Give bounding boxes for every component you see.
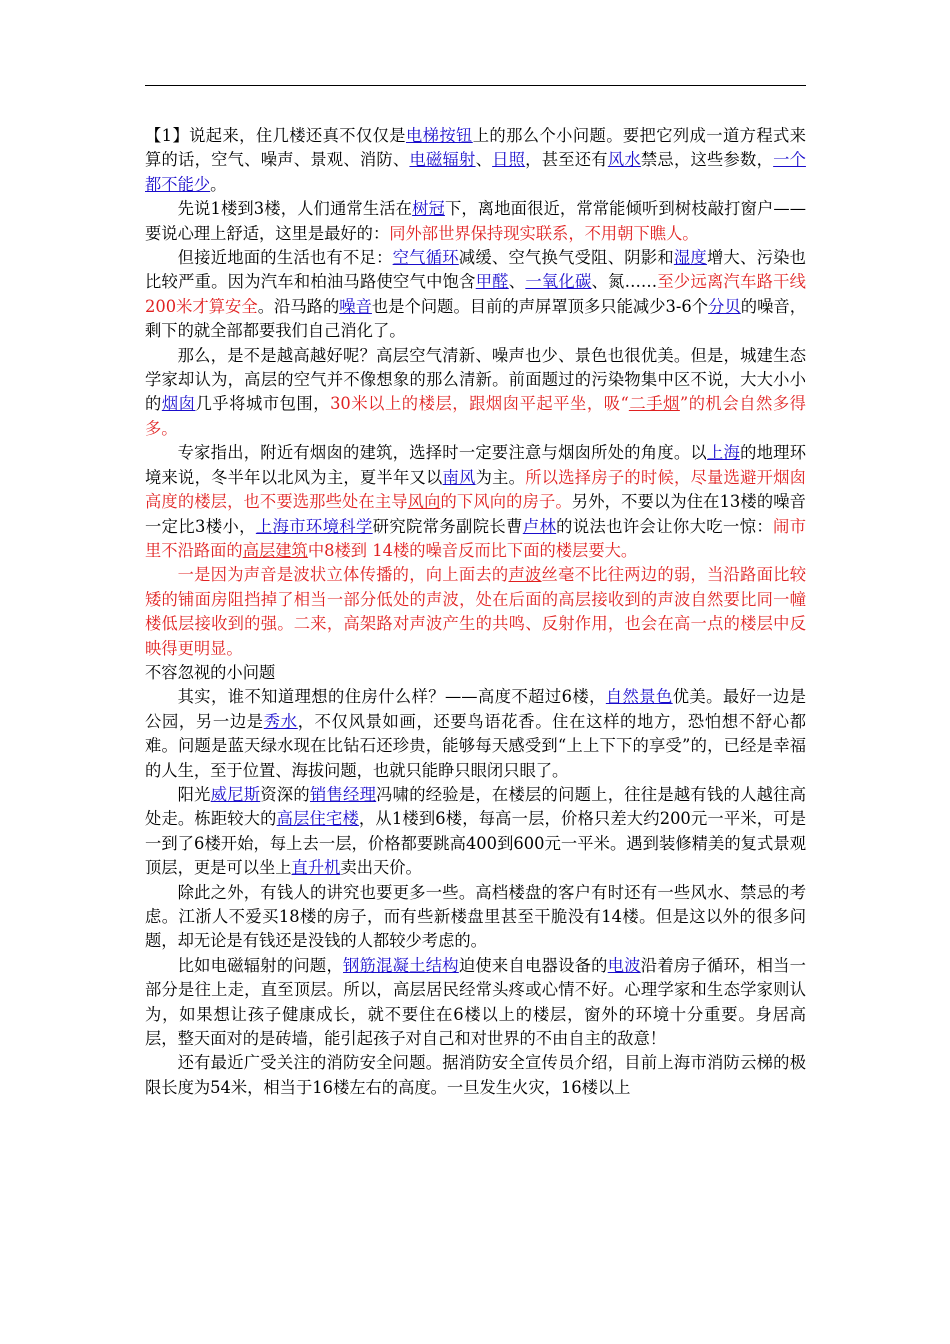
text-run: 先说1楼到3楼，人们通常生活在: [177, 199, 413, 219]
highlighted-text: 30米以上的楼层，跟烟囱平起平坐，吸“: [330, 394, 629, 414]
text-run: 另外，不要以为住在13楼的噪音一定比3楼小，: [145, 492, 806, 536]
text-run: 研究院常务副院长曹: [372, 516, 523, 536]
paragraph: [145, 246, 806, 344]
text-link[interactable]: 威尼斯: [210, 784, 261, 804]
text-link[interactable]: 空气循环: [392, 248, 459, 268]
highlighted-text: 闹市里不沿路面的: [145, 516, 806, 560]
text-run: 的说法也许会让你大吃一惊：: [556, 516, 774, 536]
text-link[interactable]: 高层建筑: [242, 540, 308, 560]
text-link[interactable]: 高层住宅楼: [276, 809, 359, 829]
text-run: 。沿马路的: [257, 296, 340, 316]
text-run: 不容忽视的小问题: [145, 662, 276, 682]
text-link[interactable]: 卢林: [522, 516, 557, 536]
highlighted-text: 中8楼到 14楼的噪音反而比下面的楼层要大。: [307, 540, 638, 560]
text-run: 也是个问题。目前的声屏罩顶多只能减少3-6个: [371, 296, 709, 316]
highlighted-text: 一是因为声音是波状立体传播的，向上面去的: [177, 565, 509, 585]
paragraph: [145, 685, 806, 783]
paragraph: [145, 783, 806, 881]
paragraph: [145, 344, 806, 442]
text-link[interactable]: 分贝: [708, 296, 741, 316]
text-run: 、: [475, 150, 493, 170]
text-link[interactable]: 日照: [492, 150, 526, 170]
text-run: 、: [508, 272, 526, 292]
paragraph: [145, 563, 806, 661]
text-run: 其实，谁不知道理想的住房什么样？——高度不超过6楼，: [177, 687, 606, 707]
text-run: 除此之外，有钱人的讲究也要更多一些。高档楼盘的客户有时还有一些风水、禁忌的考虑。江浙人不爱买18楼的房子，而有些新楼盘里甚至干脆没有14楼。但是这以外的很多问题，却无论是有钱还是没钱的人都较少考虑的。: [145, 882, 806, 951]
text-run: 。: [210, 174, 227, 194]
text-link[interactable]: 一个都不能少: [145, 150, 806, 194]
text-link[interactable]: 电磁辐射: [409, 150, 476, 170]
text-link[interactable]: 钢筋混凝土结构: [343, 955, 459, 975]
text-link[interactable]: 甲醛: [475, 272, 509, 292]
text-run: 为主。: [475, 467, 526, 487]
highlighted-text: ”的机会自然多得多。: [145, 394, 806, 438]
text-run: 的地理环境来说，冬半年以北风为主，夏半年又以: [145, 443, 806, 487]
text-link[interactable]: 风向: [407, 492, 441, 512]
text-run: 沿着房子循环，相当一部分是往上走，直至顶层。所以，高层居民经常头疼或心情不好。心理学家和生态学家则认为，如果想让孩子健康成长，就不要住在6楼以上的楼层，窗外的环境十分重要。身居高层，整天面对的是砖墙，能引起孩子对自己和对世界的不由自主的敌意！: [145, 955, 806, 1049]
text-run: 的噪音，剩下的就全部都要我们自己消化了。: [145, 296, 806, 341]
text-link[interactable]: 直升机: [291, 858, 341, 878]
text-run: 、氮……: [591, 272, 658, 292]
text-run: 专家指出，附近有烟囱的建筑，选择时一定要注意与烟囱所处的角度。以: [177, 443, 707, 463]
text-run: 那么，是不是越高越好呢？高层空气清新、噪声也少、景色也很优美。但是，城建生态学家却认为，高层的空气并不像想象的那么清新。前面题过的污染物集中区不说，大大小小的: [145, 345, 806, 414]
text-link[interactable]: 烟囱: [161, 394, 196, 414]
text-link[interactable]: 上海市环境科学: [255, 516, 373, 536]
text-link[interactable]: 南风: [442, 467, 476, 487]
text-run: ，甚至还有: [525, 150, 608, 170]
text-run: 迫使来自电器设备的: [458, 955, 608, 975]
text-run: 阳光: [177, 784, 211, 804]
text-run: 增大、污染也比较严重。因为汽车和柏油马路使空气中饱含: [145, 248, 806, 292]
text-run: 上的那么个小问题。要把它列成一道方程式来算的话，空气、噪声、景观、消防、: [145, 126, 806, 170]
text-link[interactable]: 湿度: [673, 248, 707, 268]
paragraph: [145, 441, 806, 563]
text-run: 【1】说起来，住几楼还真不仅仅是: [145, 126, 406, 145]
text-link[interactable]: 自然景色: [605, 687, 673, 707]
text-link[interactable]: 销售经理: [309, 784, 377, 804]
highlighted-text: 同外部世界保持现实联系，不用朝下瞧人。: [389, 223, 699, 243]
paragraph: [145, 124, 806, 197]
text-run: 下，离地面很近，常常能倾听到树枝敲打窗户——要说心理上舒适，这里是最好的：: [145, 199, 806, 243]
text-link[interactable]: 上海: [706, 443, 741, 463]
paragraph: [145, 197, 806, 246]
highlighted-text: 至少远离汽车路干线200米才算安全: [145, 272, 806, 316]
text-link[interactable]: 二手烟: [628, 394, 680, 414]
text-link[interactable]: 声波: [508, 565, 542, 585]
header-rule: [145, 85, 806, 86]
paragraph: [145, 1051, 806, 1100]
highlighted-text: 所以选择房子的时候，尽量选避开烟囱高度的楼层，也不要选那些处在主导: [145, 467, 806, 512]
document-body: [145, 124, 806, 1100]
paragraph: [145, 881, 806, 954]
paragraph: [145, 661, 806, 685]
text-run: 还有最近广受关注的消防安全问题。据消防安全宣传员介绍，目前上海市消防云梯的极限长度为54米，相当于16楼左右的高度。一旦发生火灾，16楼以上: [145, 1053, 806, 1097]
text-run: 几乎将城市包围，: [195, 394, 331, 414]
paragraph: [145, 954, 806, 1052]
text-link[interactable]: 树冠: [412, 199, 445, 219]
text-run: 卖出天价。: [340, 858, 422, 878]
text-run: 但接近地面的生活也有不足：: [177, 248, 393, 268]
text-run: 减缓、空气换气受阻、阴影和: [458, 248, 674, 268]
text-link[interactable]: 噪音: [339, 296, 372, 316]
highlighted-text: 的下风向的房子。: [440, 492, 572, 512]
text-link[interactable]: 电梯按钮: [406, 126, 473, 145]
text-run: 比如电磁辐射的问题，: [177, 955, 344, 975]
highlighted-text: 丝毫不比往两边的弱，当沿路面比较矮的铺面房阻挡掉了相当一部分低处的声波，处在后面的高层接收到的声波自然要比同一幢楼低层接收到的强。二来，高架路对声波产生的共鸣、反射作用，也会在高一点的楼层中反映得更明显。: [145, 565, 806, 658]
text-link[interactable]: 电波: [607, 955, 641, 975]
text-link[interactable]: 秀水: [263, 711, 298, 731]
text-run: 禁忌，这些参数，: [640, 150, 774, 170]
text-run: ，从1楼到6楼，每高一层，价格只差大约200元一平米，可是一到了6楼开始，每上去一层，价格都要跳高400到600元一平米。遇到装修精美的复式景观顶层，更是可以坐上: [145, 809, 806, 878]
text-run: 冯啸的经验是，在楼层的问题上，往往是越有钱的人越往高处走。栋距较大的: [145, 784, 806, 829]
text-run: ，不仅风景如画，还要鸟语花香。住在这样的地方，恐怕想不舒心都难。问题是蓝天绿水现在比钻石还珍贵，能够每天感受到“上上下下的享受”的，已经是幸福的人生，至于位置、海拔问题，也就只能睁只眼闭只眼了。: [145, 711, 806, 780]
text-link[interactable]: 风水: [607, 150, 641, 170]
text-run: 优美。最好一边是公园，另一边是: [145, 687, 806, 731]
text-link[interactable]: 一氧化碳: [525, 272, 592, 292]
text-run: 资深的: [260, 784, 310, 804]
